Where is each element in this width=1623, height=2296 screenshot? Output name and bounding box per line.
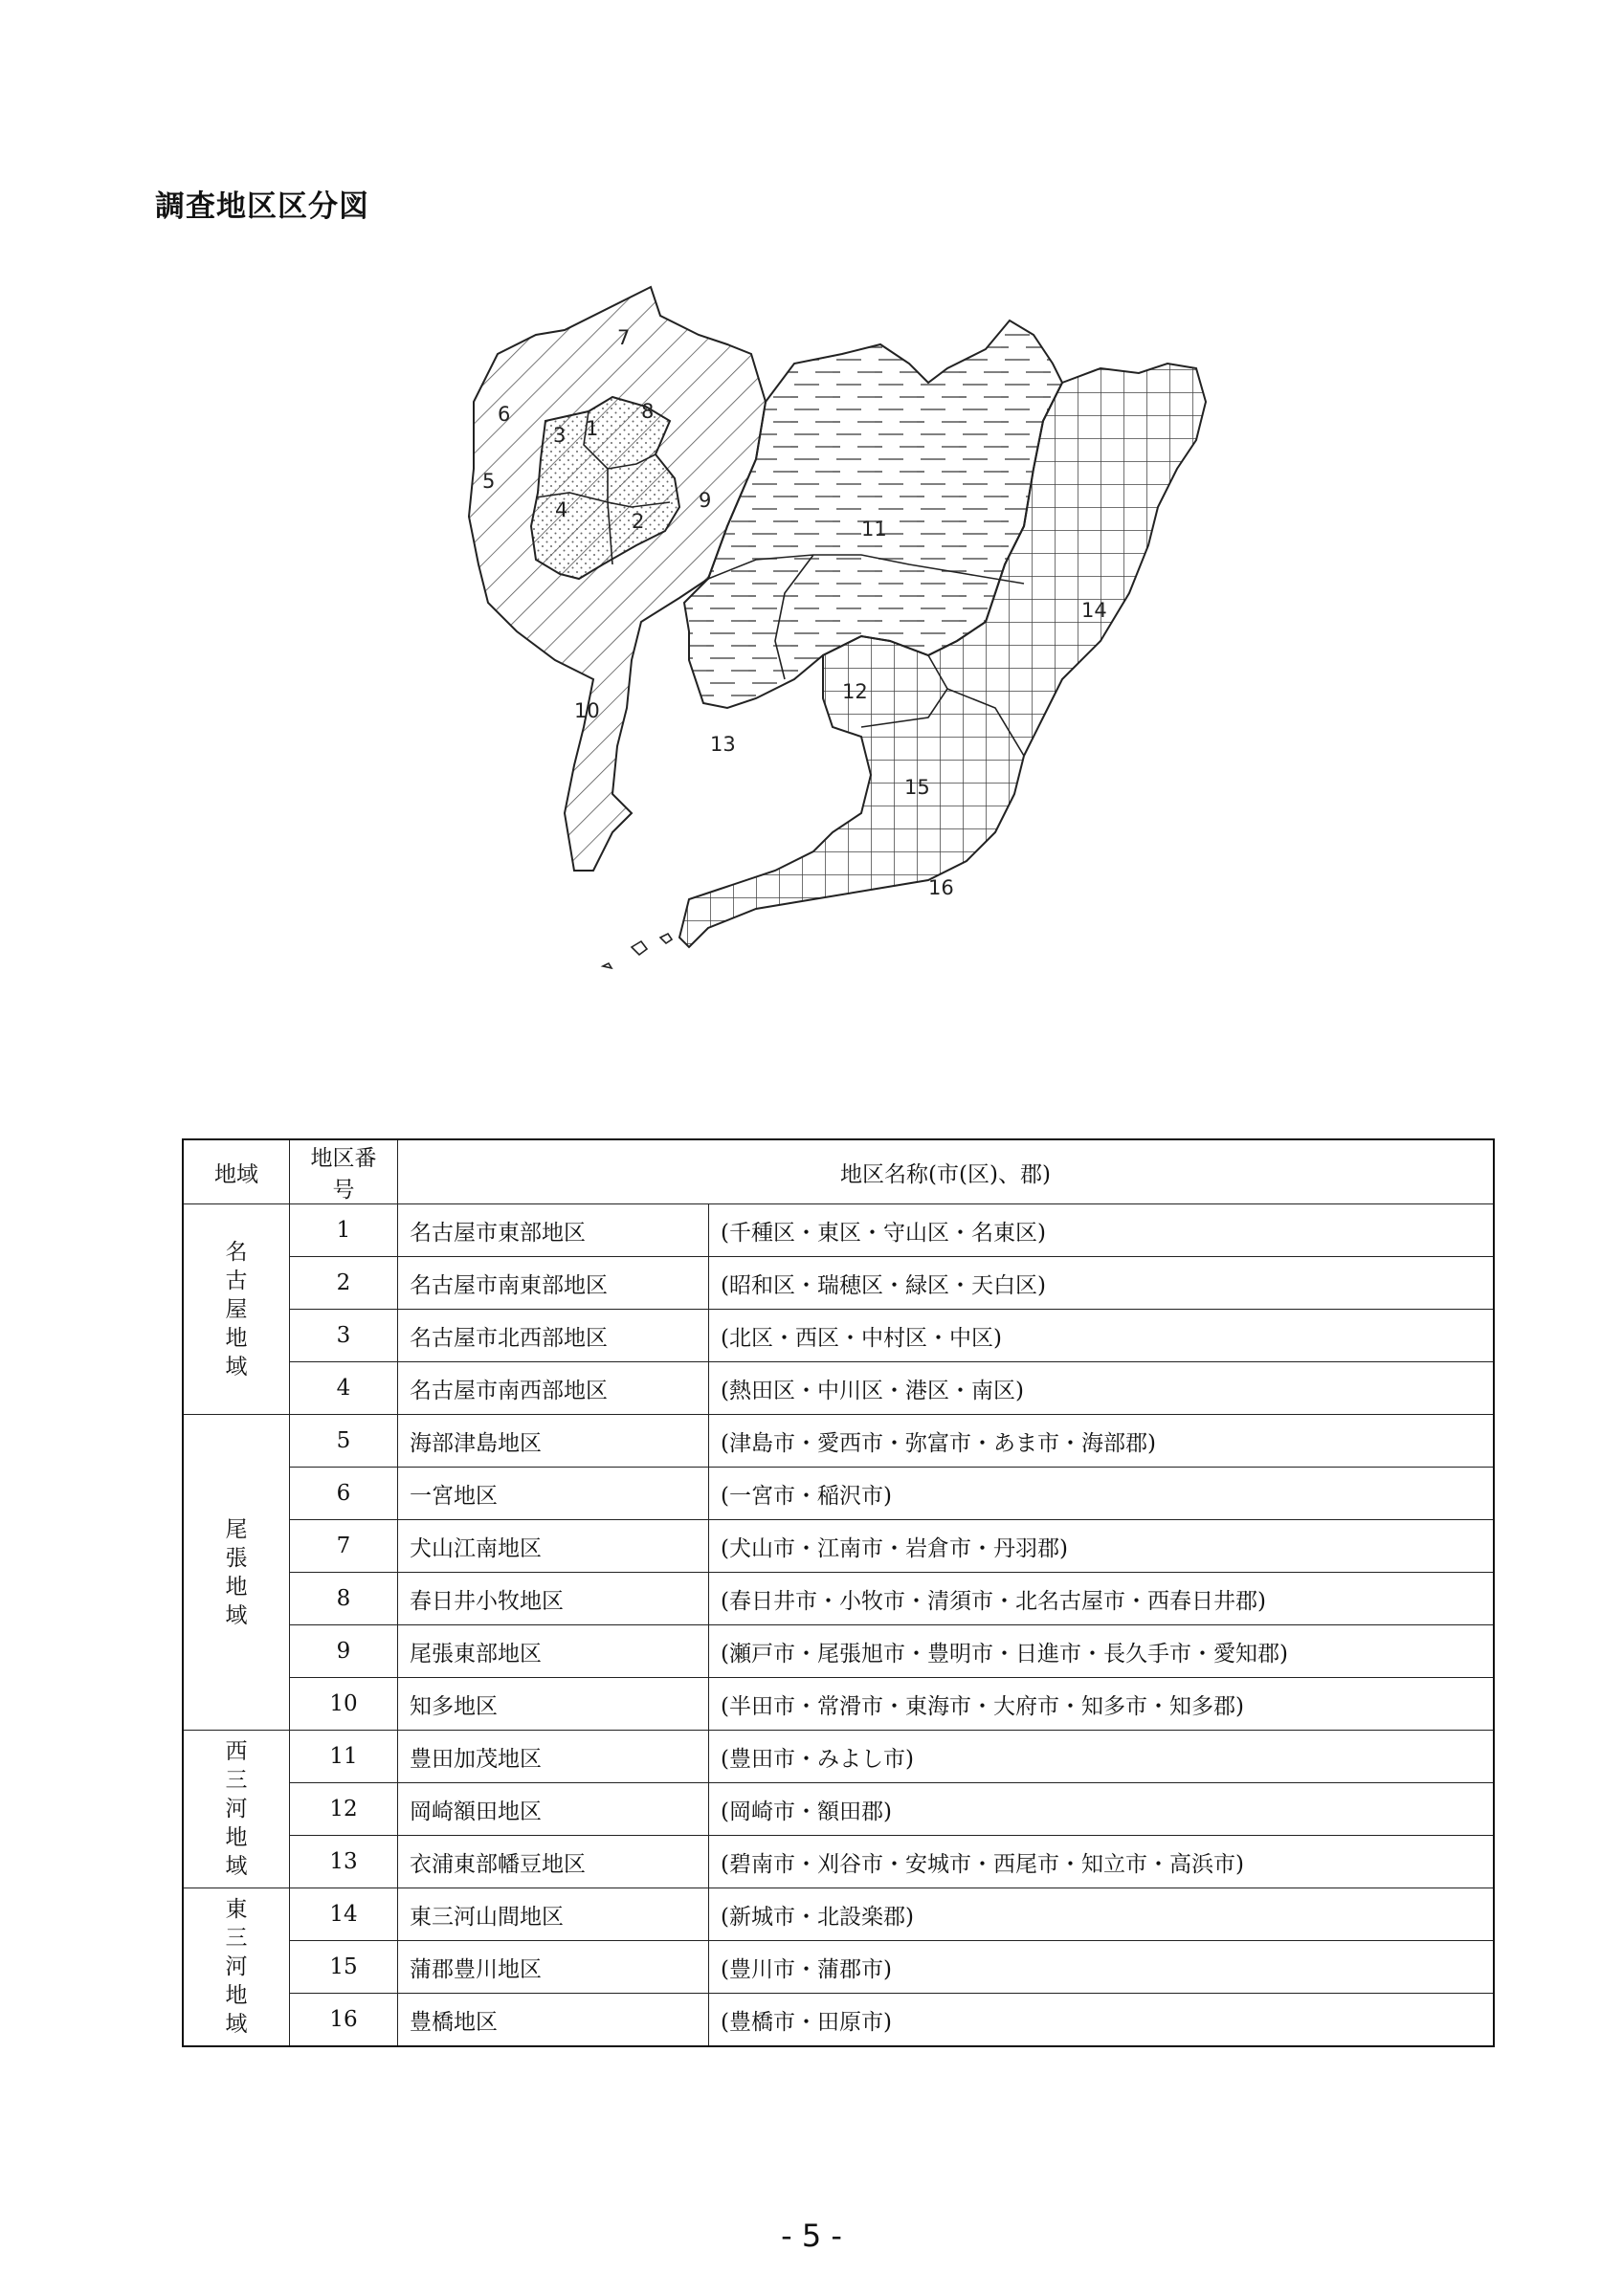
district-name: 岡崎額田地区 [398, 1783, 709, 1836]
table-row [183, 1625, 1494, 1678]
district-number: 6 [290, 1468, 398, 1520]
district-municipalities: (豊田市・みよし市) [709, 1731, 1495, 1783]
district-table [182, 1138, 1495, 2047]
table-row [183, 1731, 1494, 1783]
district-number: 3 [290, 1310, 398, 1362]
district-municipalities: (一宮市・稲沢市) [709, 1468, 1495, 1520]
district-number: 7 [290, 1520, 398, 1573]
district-name: 春日井小牧地区 [398, 1573, 709, 1625]
header-number: 地区番号 [290, 1139, 398, 1204]
area-label: 名古屋地域 [225, 1239, 248, 1380]
map-label-4: 4 [555, 498, 568, 521]
district-name: 東三河山間地区 [398, 1888, 709, 1941]
page-number: - 5 - [781, 2218, 842, 2254]
district-municipalities: (昭和区・瑞穂区・緑区・天白区) [709, 1257, 1495, 1310]
table-row [183, 1520, 1494, 1573]
district-number: 8 [290, 1573, 398, 1625]
area-cell-nagoya [183, 1204, 290, 1415]
page-title: 調査地区区分図 [155, 189, 369, 224]
district-map [411, 277, 1292, 1033]
map-label-16: 16 [928, 876, 954, 899]
map-label-11: 11 [861, 518, 887, 541]
table-row [183, 1836, 1494, 1888]
area-label: 尾張地域 [225, 1516, 248, 1628]
district-number: 5 [290, 1415, 398, 1468]
table-row [183, 1204, 1494, 1257]
map-label-5: 5 [482, 470, 496, 493]
district-municipalities: (新城市・北設楽郡) [709, 1888, 1495, 1941]
map-label-14: 14 [1081, 599, 1107, 622]
map-label-7: 7 [617, 326, 631, 349]
district-number: 2 [290, 1257, 398, 1310]
map-label-3: 3 [553, 424, 567, 447]
district-name: 名古屋市南西部地区 [398, 1362, 709, 1415]
district-name: 蒲郡豊川地区 [398, 1941, 709, 1994]
district-municipalities: (岡崎市・額田郡) [709, 1783, 1495, 1836]
district-name: 海部津島地区 [398, 1415, 709, 1468]
district-municipalities: (千種区・東区・守山区・名東区) [709, 1204, 1495, 1257]
district-name: 尾張東部地区 [398, 1625, 709, 1678]
area-label: 西三河地域 [225, 1739, 248, 1879]
district-number: 10 [290, 1678, 398, 1731]
district-number: 15 [290, 1941, 398, 1994]
district-number: 16 [290, 1994, 398, 2047]
district-municipalities: (瀬戸市・尾張旭市・豊明市・日進市・長久手市・愛知郡) [709, 1625, 1495, 1678]
table-row [183, 1468, 1494, 1520]
district-name: 名古屋市東部地区 [398, 1204, 709, 1257]
district-municipalities: (豊橋市・田原市) [709, 1994, 1495, 2047]
area-cell-higashimikawa [183, 1888, 290, 2047]
district-municipalities: (碧南市・刈谷市・安城市・西尾市・知立市・高浜市) [709, 1836, 1495, 1888]
district-municipalities: (犬山市・江南市・岩倉市・丹羽郡) [709, 1520, 1495, 1573]
area-cell-owari [183, 1415, 290, 1731]
district-name: 知多地区 [398, 1678, 709, 1731]
map-label-9: 9 [699, 489, 712, 512]
map-label-10: 10 [574, 699, 600, 722]
district-name: 豊田加茂地区 [398, 1731, 709, 1783]
table-row [183, 1941, 1494, 1994]
table-row [183, 1257, 1494, 1310]
area-label: 東三河地域 [225, 1897, 248, 2037]
district-municipalities: (熱田区・中川区・港区・南区) [709, 1362, 1495, 1415]
table-row [183, 1310, 1494, 1362]
table-row [183, 1415, 1494, 1468]
table-row [183, 1888, 1494, 1941]
header-name: 地区名称(市(区)、郡) [398, 1139, 1495, 1204]
district-number: 12 [290, 1783, 398, 1836]
district-name: 名古屋市南東部地区 [398, 1257, 709, 1310]
map-label-2: 2 [632, 510, 645, 533]
district-number: 1 [290, 1204, 398, 1257]
map-label-13: 13 [710, 733, 736, 756]
table-row [183, 1994, 1494, 2047]
district-number: 13 [290, 1836, 398, 1888]
table-header-row [183, 1139, 1494, 1204]
table-row [183, 1573, 1494, 1625]
district-name: 豊橋地区 [398, 1994, 709, 2047]
table-row [183, 1678, 1494, 1731]
district-municipalities: (春日井市・小牧市・清須市・北名古屋市・西春日井郡) [709, 1573, 1495, 1625]
district-name: 衣浦東部幡豆地区 [398, 1836, 709, 1888]
district-municipalities: (津島市・愛西市・弥富市・あま市・海部郡) [709, 1415, 1495, 1468]
district-number: 4 [290, 1362, 398, 1415]
district-name: 犬山江南地区 [398, 1520, 709, 1573]
map-label-12: 12 [842, 680, 868, 703]
map-label-8: 8 [641, 400, 655, 423]
district-name: 一宮地区 [398, 1468, 709, 1520]
district-number: 9 [290, 1625, 398, 1678]
district-municipalities: (半田市・常滑市・東海市・大府市・知多市・知多郡) [709, 1678, 1495, 1731]
district-municipalities: (豊川市・蒲郡市) [709, 1941, 1495, 1994]
table-row [183, 1362, 1494, 1415]
area-cell-nishimikawa [183, 1731, 290, 1888]
district-number: 14 [290, 1888, 398, 1941]
table-row [183, 1783, 1494, 1836]
map-label-1: 1 [586, 417, 599, 440]
map-label-15: 15 [904, 776, 930, 799]
map-label-6: 6 [498, 403, 511, 426]
header-area: 地域 [183, 1139, 290, 1204]
district-name: 名古屋市北西部地区 [398, 1310, 709, 1362]
district-municipalities: (北区・西区・中村区・中区) [709, 1310, 1495, 1362]
district-number: 11 [290, 1731, 398, 1783]
